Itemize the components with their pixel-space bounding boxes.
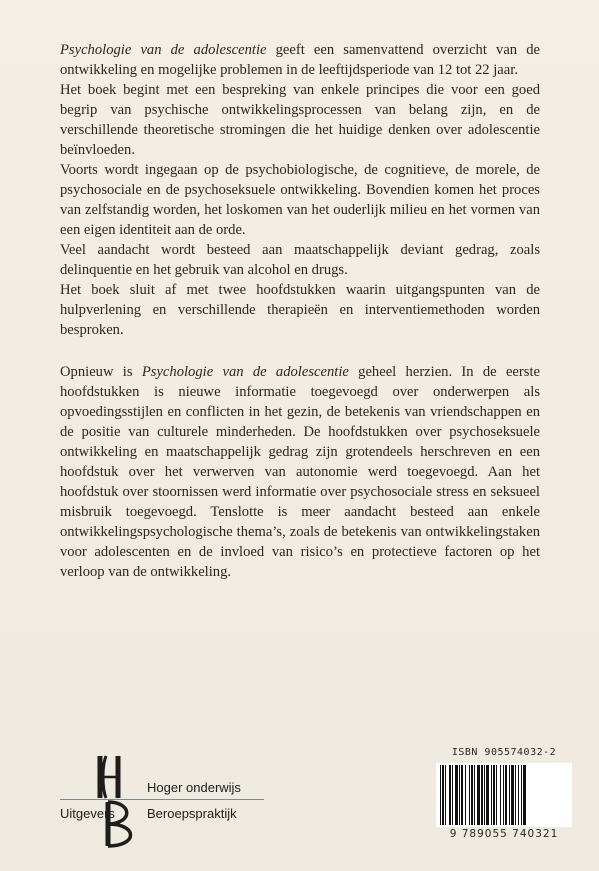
blurb-paragraph-1 — [60, 40, 540, 80]
blurb-paragraph-6 — [60, 362, 540, 582]
publisher-line-2-left: Uitgevers — [60, 806, 115, 821]
publisher-line-2-right: Beroepspraktijk — [147, 806, 237, 821]
publisher-line-1: Hoger onderwijs — [147, 780, 241, 795]
blurb-paragraph-6-text: geheel herzien. In de eerste hoofdstukken is nieuwe informatie toegevoegd over onderwerpen als opvoedingsstijlen en conflicten in het gezin, de betekenis van vriendschappen en de positie van culturele minderheden. De hoofdstukken over psychoseksuele ontwikkeling en maatschappelijk gedrag zijn grotendeels herschreven en een hoofdstuk over het verwerven van autonomie werd toegevoegd. Aan het hoofdstuk over stoornissen werd informatie over psychosociale stress en seksueel misbruik toegevoegd. Tenslotte is meer aandacht besteed aan enkele ontwikkelingspsychologische thema’s, zoals de betekenis van ontwikkelingstaken voor adolescenten en de invloed van risico’s en protectieve factoren op het verloop van de ontwikkeling. — [60, 364, 540, 580]
logo-divider-line — [60, 799, 264, 800]
book-title-italic: Psychologie van de adolescentie — [141, 364, 349, 380]
blurb-paragraph-6-lead: Opnieuw is — [60, 364, 142, 380]
blurb-paragraph-5: Het boek sluit af met twee hoofdstukken waarin uitgangspunten van de hulpverlening en verschillende therapieën en interventiemethoden worden besproken. — [60, 282, 540, 338]
hb-monogram-icon — [92, 750, 162, 850]
barcode-digits: 9 789055 740321 — [449, 828, 559, 840]
publisher-logo — [60, 750, 290, 850]
barcode-icon — [436, 763, 572, 827]
blurb-text — [60, 40, 540, 582]
isbn-barcode-block — [436, 747, 572, 843]
isbn-label: ISBN 905574032-2 — [451, 747, 557, 758]
blurb-paragraph-4: Veel aandacht wordt besteed aan maatschappelijk deviant gedrag, zoals delinquentie en het gebruik van alcohol en drugs. — [60, 242, 540, 278]
blurb-paragraph-1-text: geeft een samenvattend overzicht van de ontwikkeling en mogelijke problemen in de leeftijdsperiode van 12 tot 22 jaar. — [60, 42, 541, 78]
blurb-paragraph-2: Het boek begint met een bespreking van enkele principes die voor een goed begrip van psychische ontwikkelingsprocessen van belang zijn, en de verschillende theoretische stromingen die het huidige denken over adolescentie beïnvloeden. — [60, 82, 540, 158]
blurb-paragraph-3: Voorts wordt ingegaan op de psychobiologische, de cognitieve, de morele, de psychosociale en de psychoseksuele ontwikkeling. Bovendien komen het proces van zelfstandig worden, het loskomen van het ouderlijk milieu en het vormen van een eigen identiteit aan de orde. — [60, 162, 540, 238]
book-title-italic: Psychologie van de adolescentie — [60, 42, 267, 58]
